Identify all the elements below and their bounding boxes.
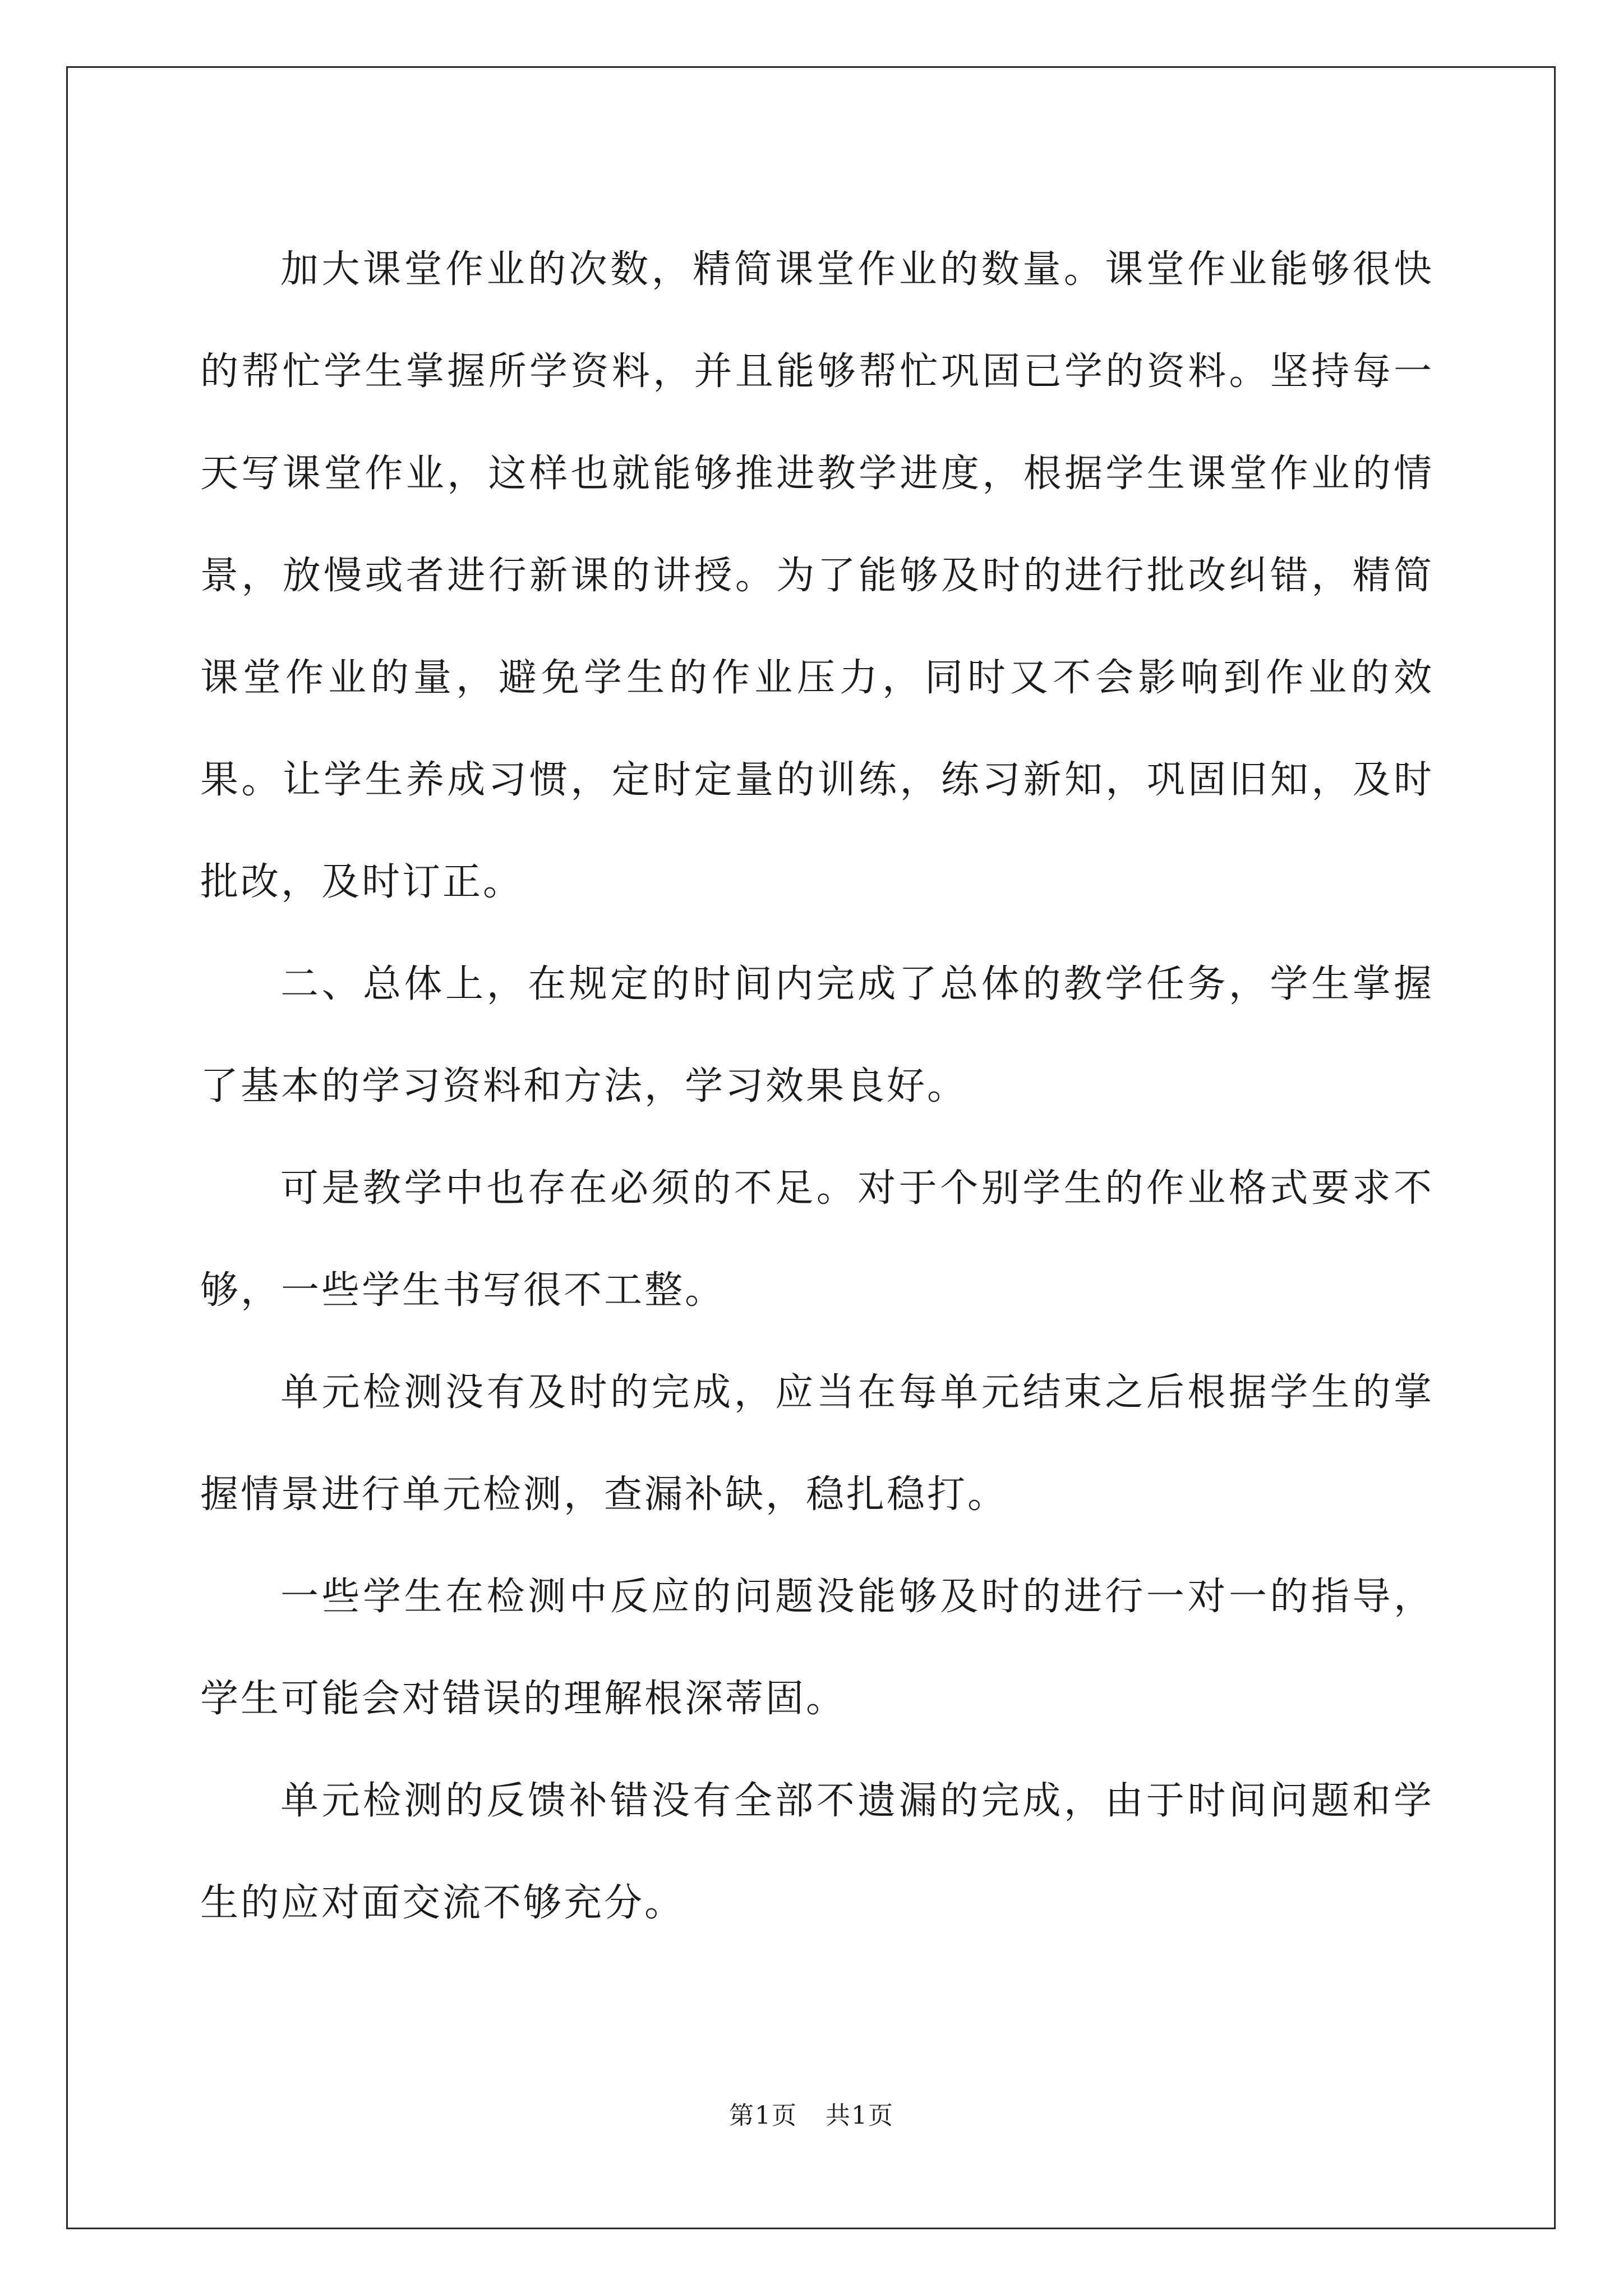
- document-body: [200, 219, 1434, 1954]
- paragraph-5: 一些学生在检测中反应的问题没能够及时的进行一对一的指导，学生可能会对错误的理解根深蒂固。: [200, 1575, 1434, 1721]
- page-number: 第1页: [729, 2101, 797, 2130]
- paragraph-3: 可是教学中也存在必须的不足。对于个别学生的作业格式要求不够，一些学生书写很不工整。: [200, 1166, 1434, 1313]
- paragraph-4: 单元检测没有及时的完成，应当在每单元结束之后根据学生的掌握情景进行单元检测，查漏补缺，稳扎稳打。: [200, 1370, 1434, 1517]
- paragraph-2: 二、总体上，在规定的时间内完成了总体的教学任务，学生掌握了基本的学习资料和方法，学习效果良好。: [200, 962, 1434, 1108]
- page-footer: [0, 2099, 1623, 2133]
- paragraph-6: 单元检测的反馈补错没有全部不遗漏的完成，由于时间问题和学生的应对面交流不够充分。: [200, 1779, 1434, 1925]
- paragraph-1: 加大课堂作业的次数，精简课堂作业的数量。课堂作业能够很快的帮忙学生掌握所学资料，并且能够帮忙巩固已学的资料。坚持每一天写课堂作业，这样也就能够推进教学进度，根据学生课堂作业的情景，放慢或者进行新课的讲授。为了能够及时的进行批改纠错，精简课堂作业的量，避免学生的作业压力，同时又不会影响到作业的效果。让学生养成习惯，定时定量的训练，练习新知，巩固旧知，及时批改，及时订正。: [200, 247, 1434, 904]
- page-total: 共1页: [826, 2101, 894, 2130]
